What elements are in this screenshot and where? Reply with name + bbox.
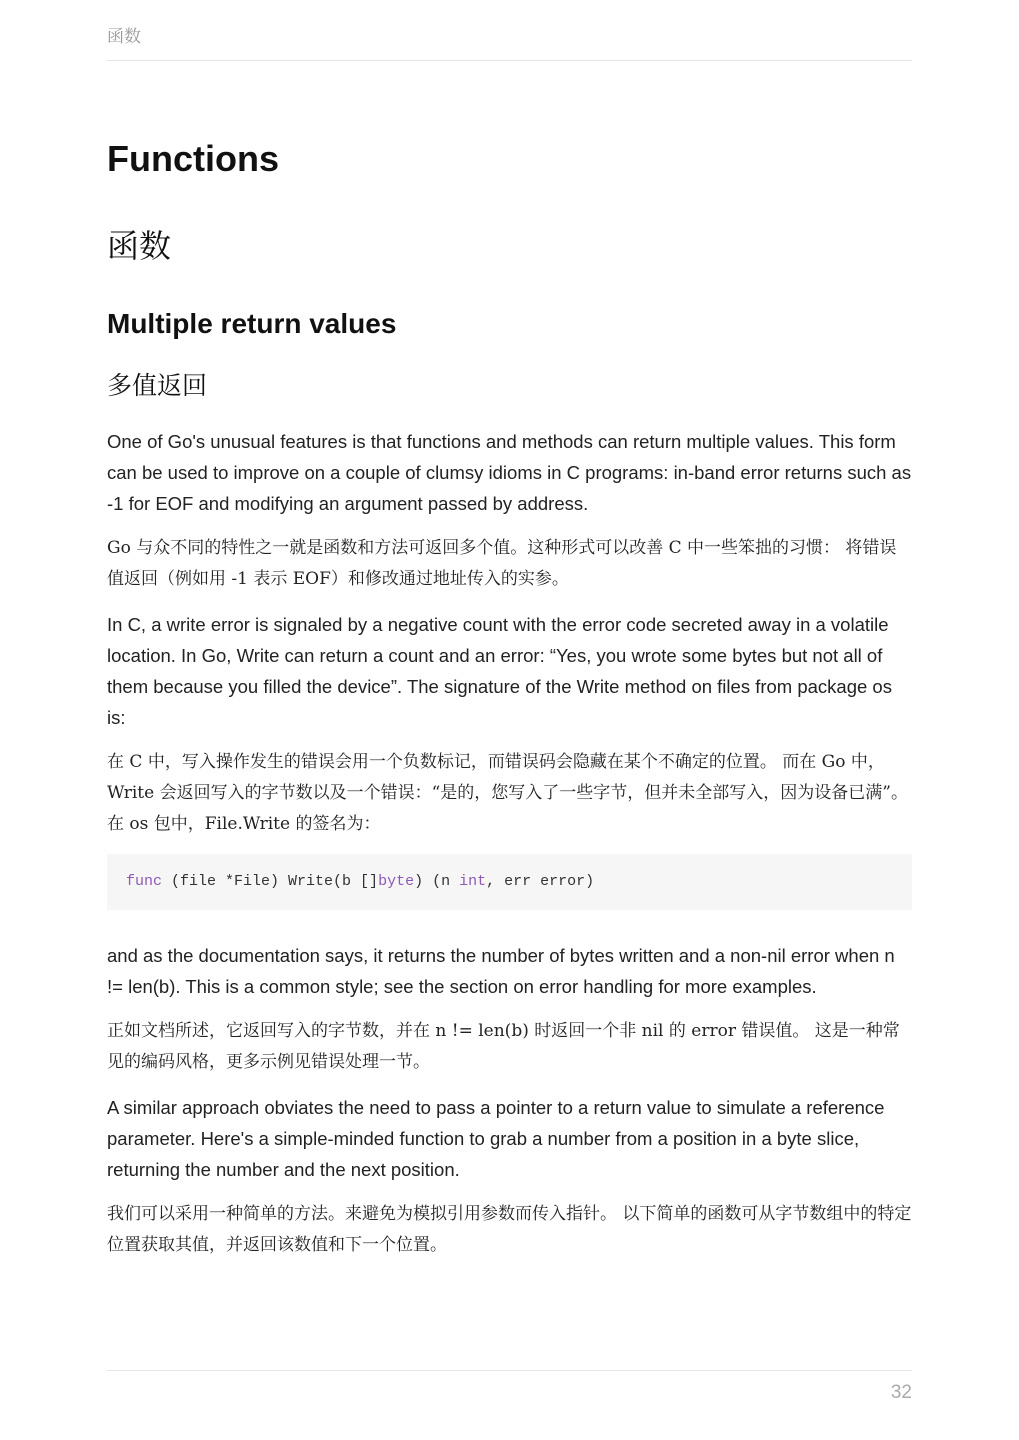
- code-segment: (file *File) Write(b []: [162, 873, 379, 890]
- paragraph-similar-approach: A similar approach obviates the need to pass a pointer to a return value to simulate a reference parameter. Here's a simple-minded function to grab a number from a position in a byte slice, returning the number and the next position.: [107, 1097, 885, 1180]
- header-divider: [107, 60, 912, 61]
- code-keyword-int: int: [459, 873, 487, 890]
- paragraph-write-error-zh: 在 C 中，写入操作发生的错误会用一个负数标记，而错误码会隐藏在某个不确定的位置。 而在 Go 中，Write 会返回写入的字节数以及一个错误：“是的，您写入了一些字节，但并未全部写入，因为设备已满”。 在 os 包中，File.Write 的签名为：: [107, 752, 908, 834]
- code-keyword-func: func: [126, 873, 163, 890]
- page-title: Functions: [107, 138, 279, 179]
- code-segment: ) (n: [414, 873, 460, 890]
- paragraph-intro: One of Go's unusual features is that functions and methods can return multiple values. This form can be used to improve on a couple of clumsy idioms in C programs: in-band error returns such as -1 for EOF and modifying an argument passed by address.: [107, 431, 912, 514]
- paragraph-intro-zh: Go 与众不同的特性之一就是函数和方法可返回多个值。这种形式可以改善 C 中一些笨拙的习惯： 将错误值返回（例如用 -1 表示 EOF）和修改通过地址传入的实参。: [107, 538, 897, 589]
- code-segment: , err error): [486, 873, 595, 890]
- paragraph-documentation: and as the documentation says, it returns the number of bytes written and a non-nil error when n != len(b). This is a common style; see the section on error handling for more examples.: [107, 945, 895, 997]
- section-title: Multiple return values: [107, 308, 397, 339]
- page-number: 32: [890, 1382, 912, 1403]
- paragraph-similar-approach-zh: 我们可以采用一种简单的方法。来避免为模拟引用参数而传入指针。 以下简单的函数可从字节数组中的特定位置获取其值，并返回该数值和下一个位置。: [107, 1204, 912, 1255]
- running-header: 函数: [107, 27, 141, 47]
- code-block: [107, 854, 912, 910]
- code-keyword-byte: byte: [378, 873, 415, 890]
- paragraph-documentation-zh: 正如文档所述，它返回写入的字节数，并在 n != len(b) 时返回一个非 nil 的 error 错误值。 这是一种常见的编码风格，更多示例见错误处理一节。: [107, 1021, 900, 1072]
- footer-divider: [107, 1370, 912, 1371]
- page-content: [107, 136, 912, 1275]
- paragraph-write-error: In C, a write error is signaled by a negative count with the error code secreted away in a volatile location. In Go, Write can return a count and an error: “Yes, you wrote some bytes but not all of them because you filled the device”. The signature of the Write method on files from package os is:: [107, 614, 892, 728]
- page-title-zh: 函数: [107, 227, 172, 265]
- section-title-zh: 多值返回: [107, 371, 208, 400]
